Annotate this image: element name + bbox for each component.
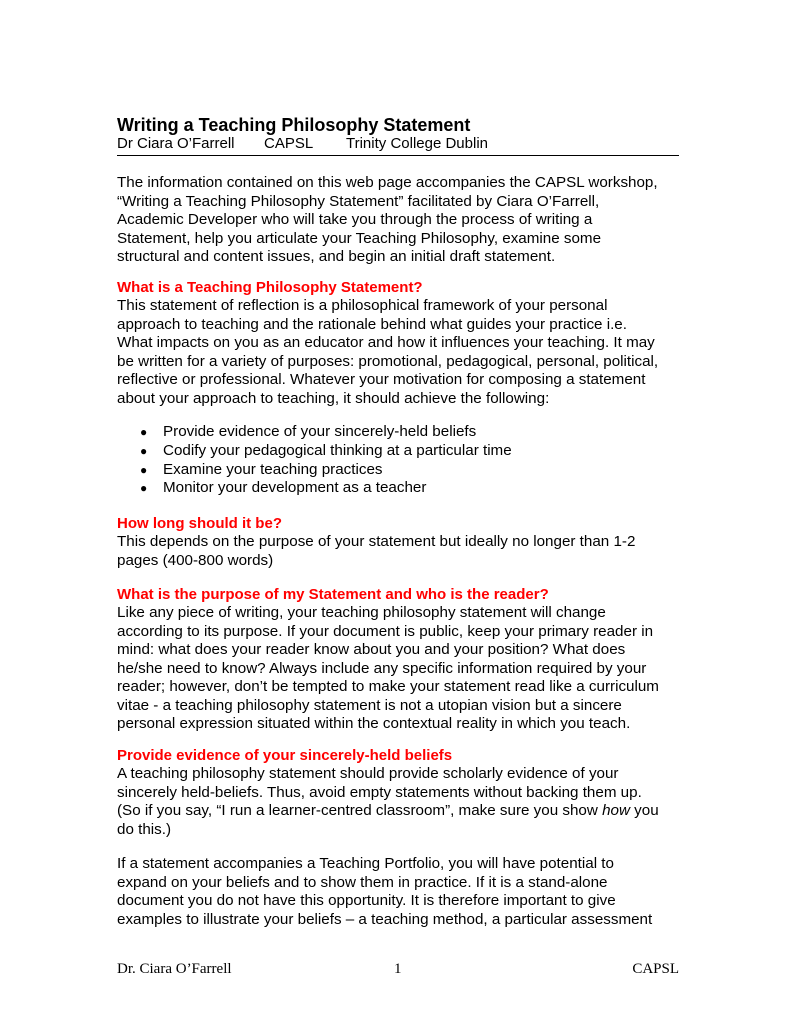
section3-line: Like any piece of writing, your teaching philosophy statement will change	[117, 604, 606, 621]
byline	[117, 135, 679, 156]
byline-author: Dr Ciara O’Farrell	[117, 135, 235, 152]
section-heading-purpose: What is the purpose of my Statement and who is the reader?	[117, 586, 549, 603]
intro-line: The information contained on this web page accompanies the CAPSL workshop,	[117, 174, 658, 191]
bullet-icon: ●	[140, 425, 148, 439]
list-item	[117, 461, 682, 480]
list-item-text: Codify your pedagogical thinking at a particular time	[163, 441, 512, 459]
list-item	[117, 479, 682, 498]
byline-institution: Trinity College Dublin	[346, 135, 489, 152]
list-item-text: Examine your teaching practices	[163, 460, 383, 478]
section3-line: vitae - a teaching philosophy statement is not a utopian vision but a sincere	[117, 696, 622, 714]
intro-paragraph	[117, 174, 682, 267]
section4-paragraph-2	[117, 855, 682, 929]
page-number: 1	[394, 961, 402, 977]
section1-line: reflective or professional. Whatever your motivation for composing a statement	[117, 371, 646, 388]
list-item-text: Monitor your development as a teacher	[163, 479, 427, 497]
intro-line: “Writing a Teaching Philosophy Statement” facilitated by Ciara O’Farrell,	[117, 192, 600, 210]
byline-org: CAPSL	[264, 135, 314, 152]
section1-line: What impacts on you as an educator and how it influences your teaching. It may	[117, 334, 655, 351]
section1-line: approach to teaching and the rationale behind what guides your practice i.e.	[117, 315, 627, 333]
section1-line: about your approach to teaching, it should achieve the following:	[117, 389, 550, 407]
bullet-icon: ●	[140, 462, 148, 477]
section3-line: he/she need to know? Always include any specific information required by your	[117, 659, 647, 677]
intro-line: structural and content issues, and begin an initial draft statement.	[117, 248, 556, 265]
section4-line	[117, 802, 682, 821]
section4-line: do this.)	[117, 820, 172, 838]
section3-line: reader; however, don’t be tempted to make your statement read like a curriculum	[117, 678, 659, 695]
section4-paragraph	[117, 765, 682, 839]
footer-author: Dr. Ciara O’Farrell	[117, 961, 232, 977]
bullet-icon: ●	[140, 481, 148, 496]
document-title: Writing a Teaching Philosophy Statement	[117, 115, 471, 135]
section1-paragraph	[117, 297, 682, 408]
footer-org: CAPSL	[632, 961, 679, 977]
section3-paragraph	[117, 604, 682, 734]
section4-line: sincerely held-beliefs. Thus, avoid empty statements without backing them up.	[117, 783, 642, 801]
section4-line: If a statement accompanies a Teaching Portfolio, you will have potential to	[117, 855, 614, 872]
list-item	[117, 423, 682, 442]
intro-line: Academic Developer who will take you through the process of writing a	[117, 211, 593, 228]
section-heading-what-is: What is a Teaching Philosophy Statement?	[117, 279, 423, 296]
section-heading-evidence: Provide evidence of your sincerely-held beliefs	[117, 747, 453, 764]
section3-line: according to its purpose. If your document is public, keep your primary reader in	[117, 622, 654, 640]
section1-line: be written for a variety of purposes: promotional, pedagogical, personal, political,	[117, 352, 659, 370]
section4-line: A teaching philosophy statement should provide scholarly evidence of your	[117, 765, 619, 782]
section4-line: examples to illustrate your beliefs – a teaching method, a particular assessment	[117, 910, 653, 928]
section4-line-text: (So if you say, “I run a learner-centred classroom”, make sure you show	[117, 802, 603, 819]
section4-line: expand on your beliefs and to show them in practice. If it is a stand-alone	[117, 873, 608, 891]
page-footer	[117, 960, 679, 978]
section-heading-how-long: How long should it be?	[117, 515, 282, 532]
list-item	[117, 442, 682, 461]
section1-line: This statement of reflection is a philosophical framework of your personal	[117, 297, 608, 314]
section4-line-text: you	[629, 802, 659, 819]
section3-line: personal expression situated within the contextual reality in which you teach.	[117, 715, 631, 732]
section2-line: This depends on the purpose of your statement but ideally no longer than 1-2	[117, 533, 636, 550]
section2-line: pages (400-800 words)	[117, 551, 274, 569]
section3-line: mind: what does your reader know about you and your position? What does	[117, 641, 626, 658]
section4-line: document you do not have this opportunity. It is therefore important to give	[117, 892, 616, 909]
list-item-text: Provide evidence of your sincerely-held beliefs	[163, 423, 477, 440]
goals-bullet-list	[117, 423, 682, 498]
emphasis-how: how	[602, 802, 630, 819]
intro-line: Statement, help you articulate your Teaching Philosophy, examine some	[117, 229, 602, 247]
section2-paragraph	[117, 533, 682, 570]
bullet-icon: ●	[140, 443, 148, 458]
